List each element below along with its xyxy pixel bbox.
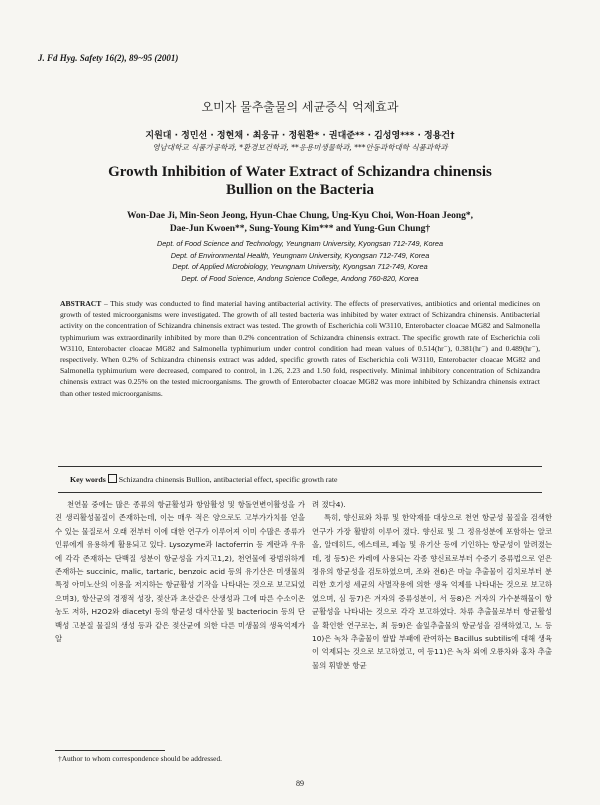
english-title	[0, 163, 600, 199]
abstract-label: ABSTRACT	[60, 299, 102, 308]
affiliation-line: Dept. of Food Science and Technology, Yeungnam University, Kyongsan 712-749, Korea	[156, 239, 444, 248]
english-authors-line-1: Won-Dae Ji, Min-Seon Jeong, Hyun-Chae Chung, Ung-Kyu Choi, Won-Hoan Jeong*,	[126, 211, 474, 221]
english-title-line-1: Growth Inhibition of Water Extract of Schizandra chinensis	[108, 164, 492, 180]
checkbox-glyph-icon	[108, 474, 117, 483]
korean-title: 오미자 물추출물의 세균증식 억제효과	[201, 100, 399, 114]
divider	[58, 466, 542, 467]
keywords	[70, 474, 540, 484]
page-number: 89	[296, 779, 304, 788]
keywords-label: Key words	[70, 475, 106, 484]
english-affiliations	[0, 238, 600, 284]
english-authors-line-2: Dae-Jun Kwoen**, Sung-Young Kim*** and Yung-Gun Chung†	[169, 224, 431, 234]
journal-citation: J. Fd Hyg. Safety 16(2), 89~95 (2001)	[38, 53, 179, 63]
abstract-text: – This study was conducted to find material having antibacterial activity. The effects of preservatives, antibiotics and oriental medicines on growth of tested microorganisms were investigated. The growth of all tested bacteria was inhibited by water extract of Schizandra chinensis. Antibacterial activity on the concentration of Schizandra chinensis extract was tested. The growth of Escherichia coli W3110, Enterobacter cloacae MG82 and Salmonella typhimurium was extraordinarily inhibited by more than 0.2% concentration of Schizandra chinensis extract. The specific growth rate of Escherichia coli W3110, Enterobacter cloacae MG82 and Salmonella typhimurium under control condition had mean values of 0.514(hr⁻), 0.381(hr⁻) and 0.489(hr⁻), respectively. When 0.2% of Schizandra chinensis extract was added, specific growth rates of Escherichia coli W3110, Enterobacter cloacae MG82 and Salmonella typhimurium were decreased, compared to control, in 1.26, 2.23 and 1.50 fold, respectively. Minimal inhibitory concentration of Schizandra chinensis extract was 0.25% on the tested microorganisms. The growth of Enterobacter cloacae MG82 was more inhibited by Schizandra chinensis extract than other tested microorganisms.	[60, 299, 540, 398]
abstract	[60, 298, 540, 399]
affiliation-line: Dept. of Applied Microbiology, Yeungnam University, Kyongsan 712-749, Korea	[172, 262, 428, 271]
korean-affiliations: 영남대학교 식품가공학과, *환경보건학과, **응용미생물학과, ***안동과학대학 식품과학과	[152, 143, 448, 152]
english-authors	[0, 210, 600, 236]
keywords-text: Schizandra chinensis Bullion, antibacterial effect, specific growth rate	[118, 475, 338, 484]
korean-authors: 지원대 · 정민선 · 정현채 · 최웅규 · 정원환* · 권대준** · 김성영*** · 정용건†	[145, 131, 455, 141]
footnote: †Author to whom correspondence should be addressed.	[58, 754, 222, 763]
body-column-right	[312, 498, 552, 672]
body-column-left	[55, 498, 305, 645]
affiliation-line: Dept. of Food Science, Andong Science College, Andong 760-820, Korea	[181, 273, 419, 283]
english-title-line-2: Bullion on the Bacteria	[226, 182, 374, 198]
footnote-divider	[55, 750, 165, 751]
body-paragraph: 특히, 향신료와 차류 및 한약재를 대상으로 천연 항균성 물질을 검색한 연구가 가장 활발히 이루어 졌다. 향신료 및 그 정유성분에 포함하는 알코올, 알데히드, 에스테르, 페놀 및 유기산 등에 기인하는 항균성이 알려졌는데, 정 등5)은 카레에 사용되는 각종 향신료로부터 수증기 증류법으로 얻은 정유의 항균성을 검토하였으며, 조와 전6)은 마늘 추출물이 김치로부터 분리한 호기성 세균의 사멸작용에 의한 생육 억제를 나타내는 것으로 보고하였으며, 심 등7)은 겨자의 증류성분이, 서 등8)은 겨자의 가수분해물이 항균활성을 나타내는 것으로 각각 보고하였다. 차류 추출물로부터 항균활성을 확인한 연구로는, 최 등9)은 솔잎추출물의 항균성을 검색하였고, 노 등10)은 녹차 추출물이 쌀밥 부패에 관여하는 Bacillus subtilis에 대해 생육이 억제되는 것으로 보고하였고, 여 등11)은 녹차 외에 오룡차와 홍차 추출물의 휘발분 항균	[312, 513, 552, 670]
divider	[58, 492, 542, 493]
affiliation-line: Dept. of Environmental Health, Yeungnam University, Kyongsan 712-749, Korea	[170, 250, 430, 260]
body-paragraph: 천연물 중에는 많은 종류의 항균활성과 항암활성 및 항돌연변이활성을 가진 생리활성물질이 존재하는데, 이는 매우 적은 양으로도 고부가가치를 얻을 수 있는 물질로서 오래 전부터 이에 대한 연구가 이루어져 이미 수많은 종류가 인류에게 유용하게 활용되고 있다. Lysozyme과 lactoferrin 등 계란과 우유에 각각 존재하는 단백질 성분이 항균성을 가지고1,2), 천연물에 광범위하게 존재하는 succinic, malic, tartaric, benzoic acid 등의 유기산은 미생물의 특정 아미노산의 이용을 저지하는 항균활성 기작을 나타내는 것으로 보고되었으며3), 항산균의 경쟁적 성장, 젖산과 초산같은 산생성과 그에 따른 수소이온농도 저하, H2O2와 diacetyl 등의 항균성 대사산물 및 bacteriocin 등의 단백성 고분질 물질의 생성 등과 같은 젖산균에 의한 다른 미생물의 생육억제가 알	[55, 500, 305, 644]
body-continuation: 려 졌다4).	[312, 500, 346, 509]
